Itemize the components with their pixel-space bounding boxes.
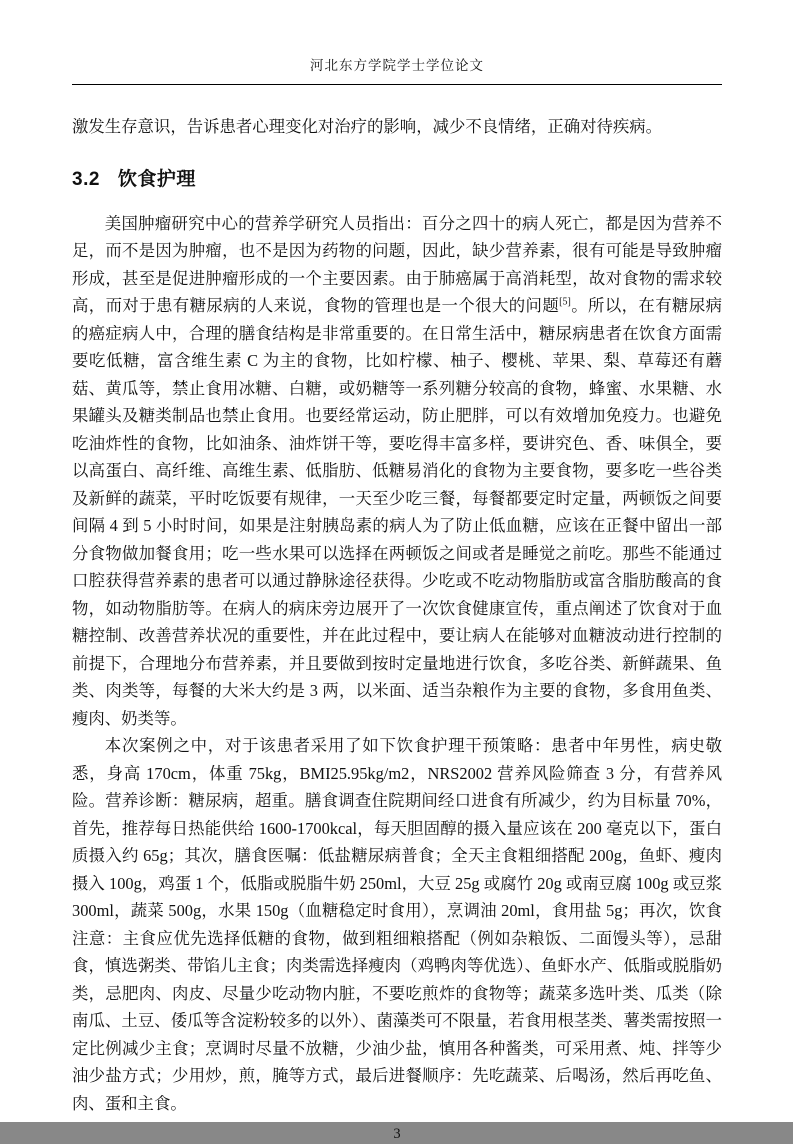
case-paragraph: 本次案例之中，对于该患者采用了如下饮食护理干预策略：患者中年男性，病史敬悉，身高 170cm，体重 75kg，BMI25.95kg/m2，NRS2002 营养风险筛查 3 分，有营养风险。营养诊断：糖尿病，超重。膳食调查住院期间经口进食有所减少，约为目标量 70%，首先，推荐每日热能供给 1600-1700kcal，每天胆固醇的摄入量应该在 200 毫克以下，蛋白质摄入约 65g；其次，膳食医嘱：低盐糖尿病普食；全天主食粗细搭配 200g，鱼虾、瘦肉摄入 100g，鸡蛋 1 个，低脂或脱脂牛奶 250ml，大豆 25g 或腐竹 20g 或南豆腐 100g 或豆浆 300ml，蔬菜 500g，水果 150g（血糖稳定时食用），烹调油 20ml，食用盐 5g；再次，饮食注意：主食应优先选择低糖的食物，做到粗细粮搭配（例如杂粮饭、二面馒头等），忌甜食，慎选粥类、带馅儿主食；肉类需选择瘦肉（鸡鸭肉等优选）、鱼虾水产、低脂或脱脂奶类，忌肥肉、肉皮、尽量少吃动物内脏，不要吃煎炸的食物等；蔬菜多选叶类、瓜类（除南瓜、土豆、倭瓜等含淀粉较多的以外）、菌藻类可不限量，若食用根茎类、薯类需按照一定比例减少主食；烹调时尽量不放糖，少油少盐，慎用各种酱类，可采用煮、炖、拌等少油少盐方式；少用炒，煎，腌等方式，最后进餐顺序：先吃蔬菜、后喝汤，然后再吃鱼、肉、蛋和主食。 bbox=[72, 736, 722, 1113]
intro-paragraph: 激发生存意识，告诉患者心理变化对治疗的影响，减少不良情绪，正确对待疾病。 bbox=[72, 117, 663, 136]
page-content bbox=[72, 113, 722, 1144]
nutrition-paragraph-text: 美国肿瘤研究中心的营养学研究人员指出：百分之四十的病人死亡，都是因为营养不足，而不是因为肿瘤，也不是因为药物的问题，因此，缺少营养素，很有可能是导致肿瘤形成，甚至是促进肿瘤形成的一个主要因素。由于肺癌属于高消耗型，故对食物的需求较高，而对于患有糖尿病的人来说，食物的管理也是一个很大的问题 bbox=[72, 213, 722, 315]
running-header bbox=[72, 0, 722, 85]
section-title: 饮食护理 bbox=[117, 168, 196, 190]
running-header-title: 河北东方学院学士学位论文 bbox=[310, 58, 484, 73]
nutrition-paragraph-text-continued: 。所以，在有糖尿病的癌症病人中，合理的膳食结构是非常重要的。在日常生活中，糖尿病患者在饮食方面需要吃低糖，富含维生素 C 为主的食物，比如柠檬、柚子、樱桃、苹果、梨、草莓还有蘑菇、黄瓜等，禁止食用冰糖、白糖，或奶糖等一系列糖分较高的食物，蜂蜜、水果糖、水果罐头及糖类制品也禁止食用。也要经常运动，防止肥胖，可以有效增加免疫力。也避免吃油炸性的食物，比如油条、油炸饼干等，要吃得丰富多样，要讲究色、香、味俱全，要以高蛋白、高纤维、高维生素、低脂肪、低糖易消化的食物为主要食物，要多吃一些谷类及新鲜的蔬菜，平时吃饭要有规律，一天至少吃三餐，每餐都要定时定量，两顿饭之间要间隔 4 到 5 小时时间，如果是注射胰岛素的病人为了防止低血糖，应该在正餐中留出一部分食物做加餐食用；吃一些水果可以选择在两顿饭之间或者是睡觉之前吃。那些不能通过口腔获得营养素的患者可以通过静脉途径获得。少吃或不吃动物脂肪或富含脂肪酸高的食物，如动物脂肪等。在病人的病床旁边展开了一次饮食健康宣传，重点阐述了饮食对于血糖控制、改善营养状况的重要性，并在此过程中，要让病人在能够对血糖波动进行控制的前提下，合理地分布营养素，并且要做到按时定量地进行饮食，多吃谷类、新鲜蔬果、鱼类、肉类等，每餐的大米大约是 3 两，以米面、适当杂粮作为主要的食物，多食用鱼类、瘦肉、奶类等。 bbox=[72, 296, 723, 728]
citation-ref-5: [5] bbox=[559, 296, 571, 308]
nutrition-paragraph bbox=[72, 210, 722, 733]
section-number: 3.2 bbox=[72, 168, 100, 190]
section-heading bbox=[72, 167, 722, 192]
page-number: 3 bbox=[393, 1126, 401, 1142]
